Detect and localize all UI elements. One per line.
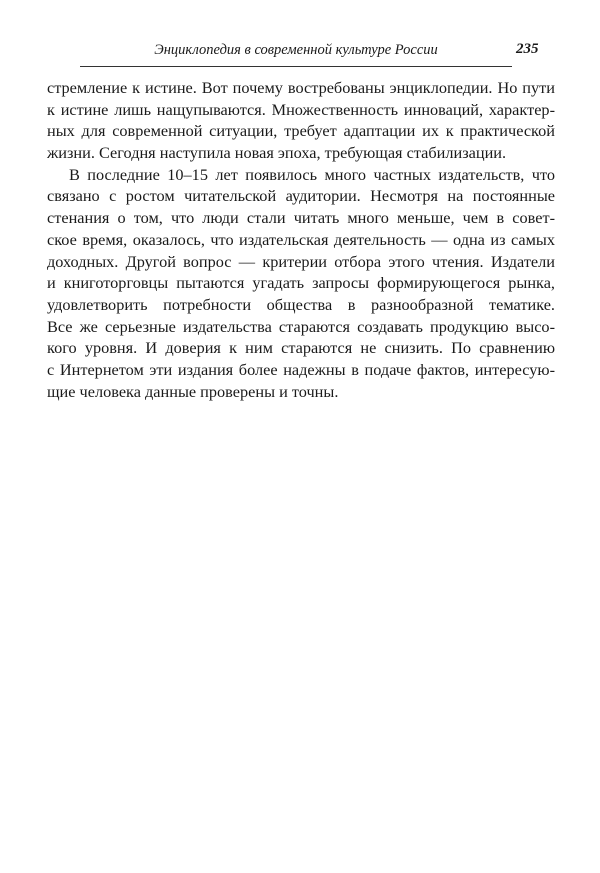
- header-rule: [80, 66, 512, 67]
- paragraph: [47, 77, 555, 164]
- text-line: ных для современной ситуации, требует адаптации их к практической: [47, 121, 555, 141]
- text-line: и книготорговцы пытаются угадать запросы формирующегося рынка,: [47, 273, 555, 293]
- text-line: стремление к истине. Вот почему востребованы энциклопедии. Но пути: [47, 78, 555, 97]
- text-line: жизни. Сегодня наступила новая эпоха, требующая стабилизации.: [47, 143, 507, 163]
- text-line: кого уровня. И доверия к ним стараются не снизить. По сравнению: [47, 338, 555, 358]
- page-body: [47, 77, 555, 402]
- text-line: удовлетворить потребности общества в разнообразной тематике.: [47, 294, 555, 314]
- text-line: доходных. Другой вопрос — критерии отбора этого чтения. Издатели: [47, 251, 555, 271]
- paragraph: [47, 164, 555, 403]
- text-line: к истине лишь нащупываются. Множественность инноваций, характер-: [47, 99, 555, 119]
- text-line: В последние 10–15 лет появилось много частных издательств, что: [69, 164, 555, 184]
- text-line: Все же серьезные издательства стараются создавать продукцию высо-: [47, 316, 555, 336]
- running-title: Энциклопедия в современной культуре России: [154, 42, 438, 58]
- page-number: 235: [516, 41, 539, 57]
- text-line: с Интернетом эти издания более надежны в подаче фактов, интересую-: [47, 359, 555, 379]
- text-line: щие человека данные проверены и точны.: [47, 381, 339, 401]
- text-line: стенания о том, что люди стали читать много меньше, чем в совет-: [47, 208, 555, 228]
- text-line: ское время, оказалось, что издательская деятельность — одна из самых: [47, 229, 555, 249]
- text-line: связано с ростом читательской аудитории. Несмотря на постоянные: [47, 186, 555, 206]
